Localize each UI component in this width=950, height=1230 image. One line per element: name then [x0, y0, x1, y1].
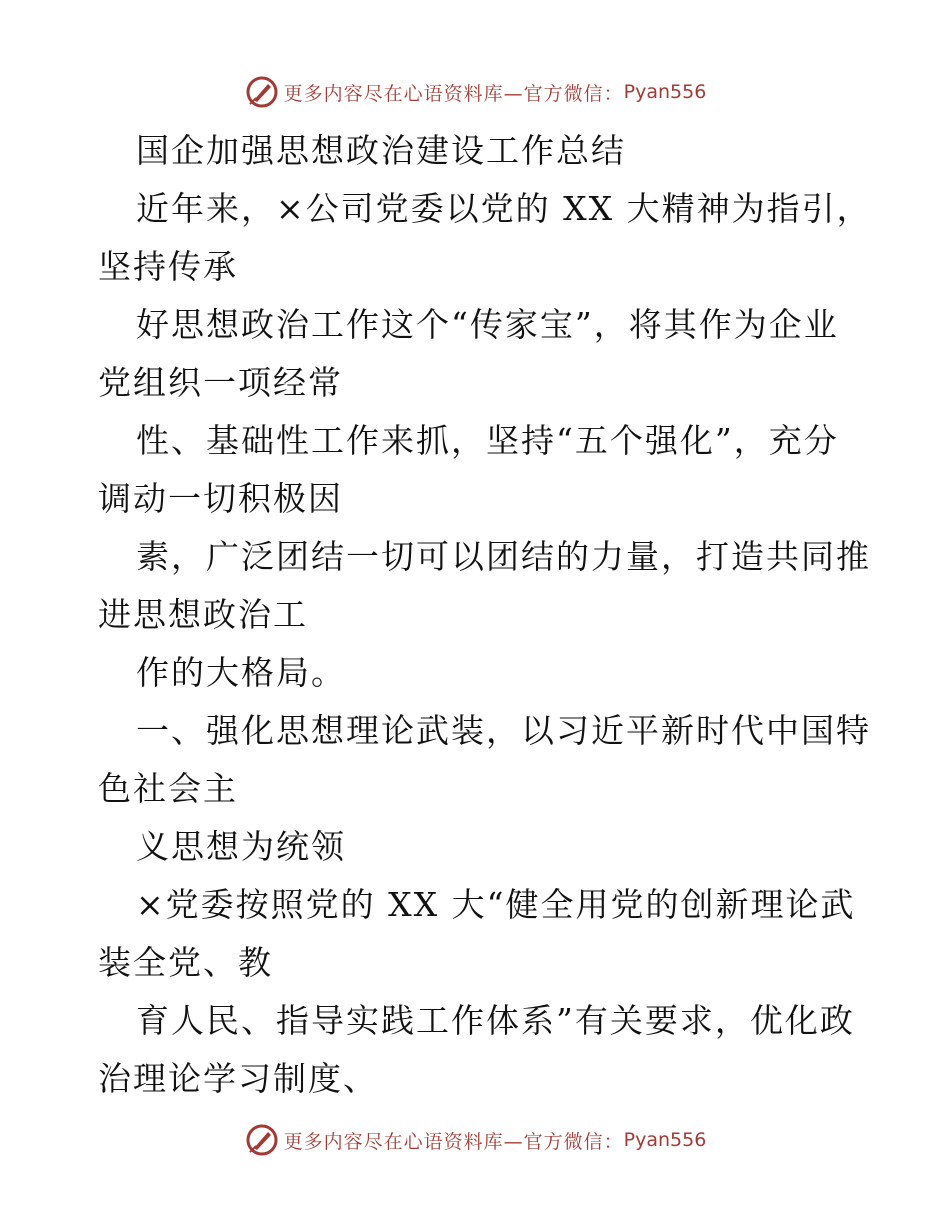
text-line: 进思想政治工 [98, 595, 308, 634]
text-line: 党组织一项经常 [98, 363, 343, 402]
text-line: 治理论学习制度、 [98, 1059, 378, 1098]
document-title: 国企加强思想政治建设工作总结 [136, 131, 626, 170]
footer-watermark [0, 1120, 950, 1160]
watermark-handle: Pyan556 [623, 1129, 707, 1151]
section-heading-cont: 色社会主 [98, 769, 238, 808]
quill-logo-icon [244, 74, 280, 110]
text-line: 好思想政治工作这个“传家宝”，将其作为企业 [136, 305, 839, 344]
text-line: 调动一切积极因 [98, 479, 343, 518]
section-heading: 一、强化思想理论武装，以习近平新时代中国特 [136, 711, 871, 750]
text-line: 育人民、指导实践工作体系”有关要求，优化政 [136, 1001, 855, 1040]
text-line: 素，广泛团结一切可以团结的力量，打造共同推 [136, 537, 871, 576]
section-heading-cont: 义思想为统领 [136, 827, 346, 866]
text-line: 性、基础性工作来抓，坚持“五个强化”，充分 [136, 421, 839, 460]
watermark-text: 更多内容尽在心语资料库—官方微信： [283, 1130, 624, 1153]
quill-logo-icon [244, 1122, 280, 1158]
document-body [98, 122, 872, 1108]
watermark-text: 更多内容尽在心语资料库—官方微信： [283, 82, 624, 105]
text-line: 坚持传承 [98, 247, 238, 286]
text-line: 装全党、教 [98, 943, 273, 982]
text-line: ×党委按照党的 XX 大“健全用党的创新理论武 [136, 885, 856, 924]
header-watermark [0, 72, 950, 112]
watermark-handle: Pyan556 [623, 81, 707, 103]
text-line: 近年来，×公司党委以党的 XX 大精神为指引， [136, 189, 872, 228]
text-line: 作的大格局。 [136, 653, 346, 692]
